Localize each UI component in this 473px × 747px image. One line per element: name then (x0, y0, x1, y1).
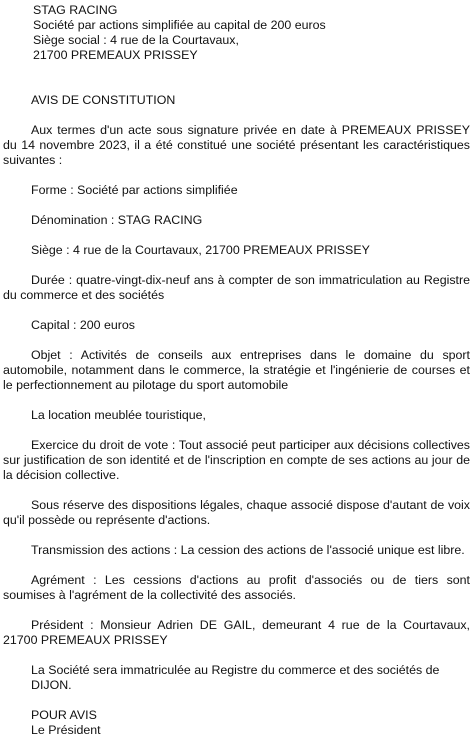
president-paragraph: Président : Monsieur Adrien DE GAIL, demeurant 4 rue de la Courtavaux, 21700 PREMEAUX PRISSEY (3, 618, 470, 647)
legal-notice (3, 3, 470, 738)
signatory-label: Le Président (31, 723, 101, 737)
company-form-line: Société par actions simplifiée au capital de 200 euros (33, 18, 326, 32)
agrement-paragraph: Agrément : Les cessions d'actions au profit d'associés ou de tiers sont soumises à l'agrément de la collectivité des associés. (3, 573, 470, 602)
immatriculation-line: La Société sera immatriculée au Registre du commerce et des sociétés de DIJON. (31, 663, 440, 692)
objet-paragraph: Objet : Activités de conseils aux entreprises dans le domaine du sport automobile, notamment dans le commerce, la stratégie et l'ingénierie de courses et le perfectionnement au pilotage du sport automobile (3, 348, 470, 392)
siege-line: Siège : 4 rue de la Courtavaux, 21700 PREMEAUX PRISSEY (31, 243, 370, 257)
vote-paragraph: Exercice du droit de vote : Tout associé peut participer aux décisions collectives sur justification de son identité et de l'inscription en compte de ses actions au jour de la décision collective. (3, 438, 470, 482)
reserve-paragraph: Sous réserve des dispositions légales, chaque associé dispose d'autant de voix qu'il possède ou représente d'actions. (3, 498, 470, 527)
capital-line: Capital : 200 euros (31, 318, 136, 332)
company-name: STAG RACING (33, 3, 118, 17)
duree-paragraph: Durée : quatre-vingt-dix-neuf ans à compter de son immatriculation au Registre du commerce et des sociétés (3, 273, 470, 302)
denomination-line: Dénomination : STAG RACING (31, 213, 203, 227)
transmission-line: Transmission des actions : La cession des actions de l'associé unique est libre. (31, 543, 465, 557)
notice-title: AVIS DE CONSTITUTION (31, 93, 176, 107)
intro-paragraph: Aux termes d'un acte sous signature privée en date à PREMEAUX PRISSEY du 14 novembre 2023, il a été constitué une société présentant les caractéristiques suivantes : (3, 123, 470, 167)
pour-avis-label: POUR AVIS (31, 708, 97, 722)
registered-office-line: Siège social : 4 rue de la Courtavaux, (33, 33, 239, 47)
company-header (3, 3, 470, 63)
location-line: La location meublée touristique, (31, 408, 206, 422)
forme-line: Forme : Société par actions simplifiée (31, 183, 238, 197)
registered-office-city: 21700 PREMEAUX PRISSEY (33, 48, 198, 62)
